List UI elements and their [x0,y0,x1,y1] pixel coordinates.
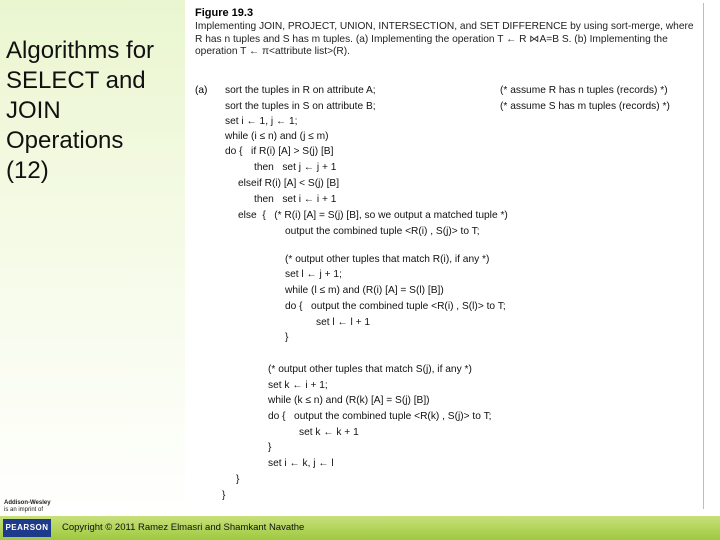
code-comment: (* assume S has m tuples (records) *) [500,101,670,112]
code-comment: (* assume R has n tuples (records) *) [500,85,668,96]
code-line: set i ← k, j ← l [268,458,334,469]
code-line: do { output the combined tuple <R(i) , S(l)> to T; [285,301,506,312]
figure-label: Figure 19.3 [195,7,254,19]
code-line: while (l ≤ m) and (R(i) [A] = S(l) [B]) [285,285,444,296]
code-line: } [222,490,226,501]
code-line: do { if R(i) [A] > S(j) [B] [225,146,334,157]
code-line: } [236,474,240,485]
copyright-text: Copyright © 2011 Ramez Elmasri and Shamkant Navathe [62,522,305,533]
code-line: } [268,442,272,453]
code-line: (* output other tuples that match S(j), if any *) [268,364,472,375]
code-line: set l ← l + 1 [316,317,371,328]
code-line: then set j ← j + 1 [254,162,337,173]
code-line: elseif R(i) [A] < S(j) [B] [238,178,340,189]
code-line: set k ← k + 1 [299,427,359,438]
code-line: output the combined tuple <R(i) , S(j)> to T; [285,226,480,237]
figure-panel [188,3,704,509]
code-line: } [285,332,289,343]
code-line: set l ← j + 1; [285,269,342,280]
code-line: do { output the combined tuple <R(k) , S(j)> to T; [268,411,492,422]
code-line: set k ← i + 1; [268,380,328,391]
pearson-logo: PEARSON [3,519,51,537]
code-line: (* output other tuples that match R(i), if any *) [285,254,490,265]
publisher-line1: Addison-Wesley [4,500,51,506]
part-label: (a) [195,85,208,96]
slide-title: Algorithms for SELECT and JOIN Operations (12) [6,37,155,184]
code-line: then set i ← i + 1 [254,194,337,205]
code-line: sort the tuples in S on attribute B; [225,101,376,112]
code-line: while (k ≤ n) and (R(k) [A] = S(j) [B]) [268,395,430,406]
code-line: else { (* R(i) [A] = S(j) [B], so we output a matched tuple *) [238,210,508,221]
code-line: while (i ≤ n) and (j ≤ m) [225,131,329,142]
publisher-mark [4,500,51,514]
publisher-line2: is an imprint of [4,507,44,513]
code-line: set i ← 1, j ← 1; [225,116,298,127]
figure-caption: Implementing JOIN, PROJECT, UNION, INTERSECTION, and SET DIFFERENCE by using sort-merge, where R has n tuples and S has m tuples. (a) Implementing the operation T ← R ⋈A=B S. (b) Implementing the operation T ← π<attribute list>(R). [195,21,694,57]
code-line: sort the tuples in R on attribute A; [225,85,376,96]
pseudocode-block [188,3,703,509]
